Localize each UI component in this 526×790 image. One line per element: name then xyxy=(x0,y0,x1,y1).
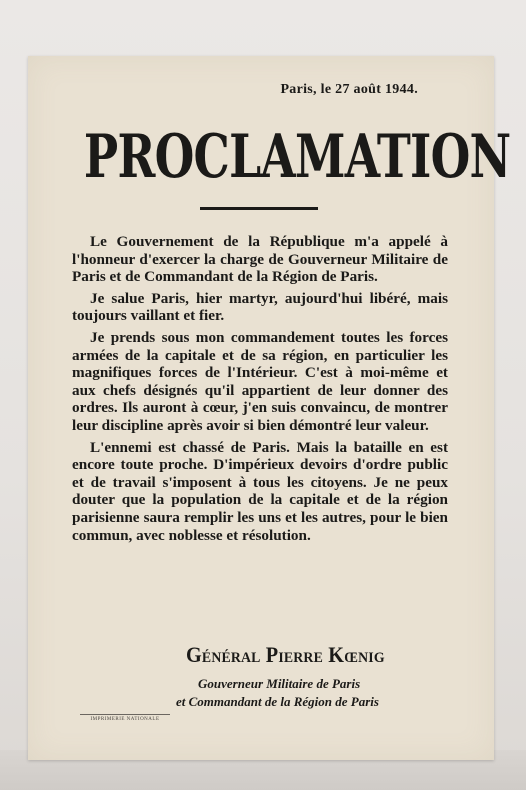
paragraph-4: L'ennemi est chassé de Paris. Mais la bataille en est encore toute proche. D'impérieux devoirs d'ordre public et de travail s'imposent à tous les citoyens. Je ne peux douter que la population de la capitale et de la région parisienne saura remplir les uns et les autres, pour le bien commun, avec noblesse et résolution. xyxy=(72,438,448,544)
printer-imprint: IMPRIMERIE NATIONALE xyxy=(80,714,170,722)
poster-title: PROCLAMATION xyxy=(83,122,511,192)
paragraph-1: Le Gouvernement de la République m'a appelé à l'honneur d'exercer la charge de Gouverneur Militaire de Paris et de Commandant de la Région de Paris. xyxy=(72,233,448,286)
paragraph-2: Je salue Paris, hier martyr, aujourd'hui libéré, mais toujours vaillant et fier. xyxy=(72,289,448,325)
title-rule xyxy=(200,207,318,210)
paragraph-3: Je prends sous mon commandement toutes les forces armées de la capitale et de sa région, en particulier les magnifiques forces de l'Intérieur. C'est à moi-même et aux chefs désignés qu'il appartient de leur donner des ordres. Ils auront à cœur, j'en suis convaincu, de montrer leur discipline après avoir si bien démontré leur valeur. xyxy=(72,328,448,434)
proclamation-body xyxy=(72,233,448,548)
proclamation-poster xyxy=(28,56,511,760)
signature-name: Général Pierre Kœnig xyxy=(186,642,385,667)
signature-title-2: et Commandant de la Région de Paris xyxy=(176,694,379,709)
poster-date: Paris, le 27 août 1944. xyxy=(280,82,418,97)
signature-title-1: Gouverneur Militaire de Paris xyxy=(198,676,361,691)
